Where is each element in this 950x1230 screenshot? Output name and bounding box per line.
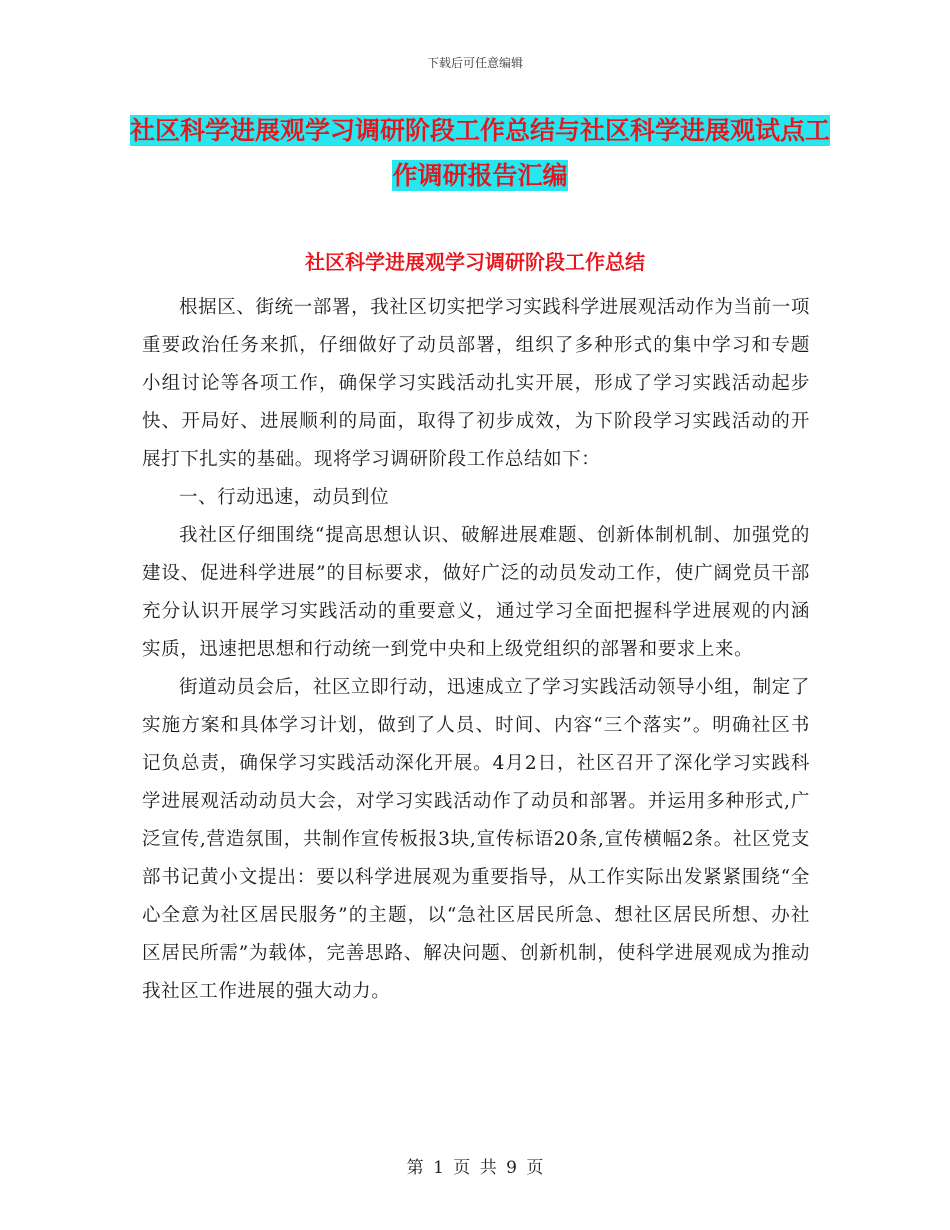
document-title [120,108,840,198]
page-header: 下载后可任意编辑 [426,56,523,70]
paragraph: 街道动员会后，社区立即行动，迅速成立了学习实践活动领导小组，制定了实施方案和具体学习计划，做到了人员、时间、内容“三个落实”。明确社区书记负总责，确保学习实践活动深化开展。4月2日，社区召开了深化学习实践科学进展观活动动员大会，对学习实践活动作了动员和部署。并运用多种形式,广泛宣传,营造氛围，共制作宣传板报3块,宣传标语20条,宣传横幅2条。社区党支部书记黄小文提出：要以科学进展观为重要指导，从工作实际出发紧紧围绕“全心全意为社区居民服务”的主题，以“急社区居民所急、想社区居民所想、办社区居民所需”为载体，完善思路、解决问题、创新机制，使科学进展观成为推动我社区工作进展的强大动力。 [142,677,810,1002]
document-body [142,289,810,1011]
subheading: 一、行动迅速，动员到位 [179,487,390,508]
page-footer: 第 1 页 共 9 页 [406,1158,544,1178]
section-title: 社区科学进展观学习调研阶段工作总结 [305,250,645,274]
paragraph: 我社区仔细围绕“提高思想认识、破解进展难题、创新体制机制、加强党的建设、促进科学进展”的目标要求，做好广泛的动员发动工作，使广阔党员干部充分认识开展学习实践活动的重要意义，通过学习全面把握科学进展观的内涵实质，迅速把思想和行动统一到党中央和上级党组织的部署和要求上来。 [142,525,810,660]
paragraph: 根据区、街统一部署，我社区切实把学习实践科学进展观活动作为当前一项重要政治任务来抓，仔细做好了动员部署，组织了多种形式的集中学习和专题小组讨论等各项工作，确保学习实践活动扎实开展，形成了学习实践活动起步快、开局好、进展顺利的局面，取得了初步成效，为下阶段学习实践活动的开展打下扎实的基础。现将学习调研阶段工作总结如下： [142,297,810,470]
document-title-text: 社区科学进展观学习调研阶段工作总结与社区科学进展观试点工作调研报告汇编 [129,116,830,190]
